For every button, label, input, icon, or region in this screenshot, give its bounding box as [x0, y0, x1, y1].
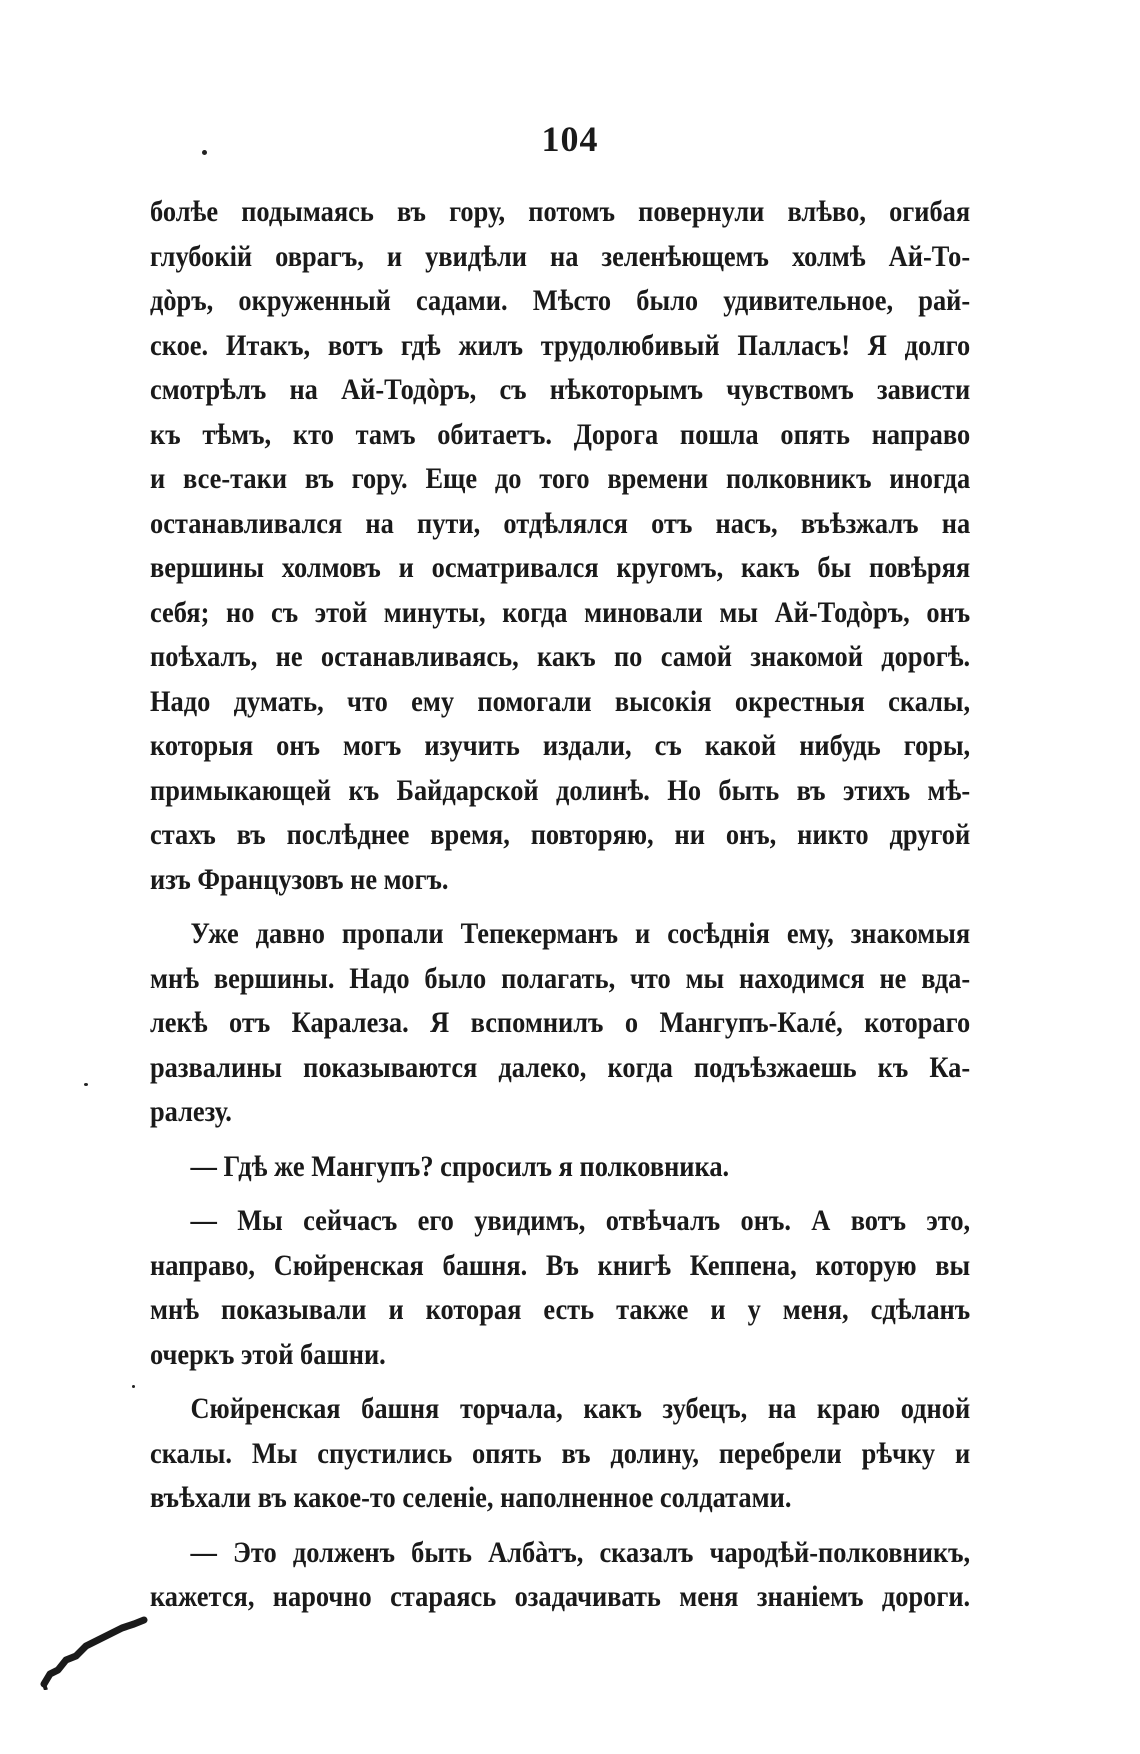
text-line: примыкающей къ Байдарской долинѣ. Но быть въ этихъ мѣ-: [150, 773, 971, 807]
ink-speck: [84, 1083, 88, 1086]
paragraph-2: [150, 912, 970, 1135]
text-line: Надо думать, что ему помогали высокія окрестныя скалы,: [150, 684, 971, 718]
text-line: направо, Сюйренская башня. Въ книгѣ Кеппена, которую вы: [150, 1248, 971, 1282]
text-line: Сюйренская башня торчала, какъ зубецъ, на краю одной: [190, 1392, 971, 1425]
text-line: ское. Итакъ, вотъ гдѣ жилъ трудолюбивый Палласъ! Я долго: [150, 328, 971, 362]
text-line: мнѣ показывали и которая есть также и у меня, сдѣланъ: [150, 1293, 971, 1326]
ink-speck: [202, 150, 207, 155]
text-line: болѣе подымаясь въ гору, потомъ повернули влѣво, огибая: [150, 195, 971, 228]
page-number: 104: [541, 119, 599, 159]
paragraph-4: [150, 1199, 970, 1377]
paragraph-6: [150, 1531, 970, 1620]
paragraph-1: [150, 190, 970, 902]
ink-stroke-icon: [40, 1600, 150, 1690]
text-line: поѣхалъ, не останавливаясь, какъ по самой знакомой дорогѣ.: [150, 640, 971, 673]
body-text: [150, 190, 970, 1620]
text-line: очеркъ этой башни.: [150, 1337, 386, 1371]
paragraph-3: [150, 1145, 970, 1190]
ink-speck: [132, 1385, 135, 1388]
text-line: стахъ въ послѣднее время, повторяю, ни онъ, никто другой: [150, 818, 971, 851]
text-line: — Мы сейчасъ его увидимъ, отвѣчалъ онъ. А вотъ это,: [190, 1204, 971, 1237]
text-line: вершины холмовъ и осматривался кругомъ, какъ бы повѣряя: [150, 551, 971, 584]
text-line: себя; но съ этой минуты, когда миновали мы Ай-Тодòръ, онъ: [150, 595, 971, 629]
text-line: дòръ, окруженный садами. Мѣсто было удивительное, рай-: [150, 284, 971, 317]
text-line: смотрѣлъ на Ай-Тодòръ, съ нѣкоторымъ чувствомъ зависти: [150, 373, 971, 406]
text-line: развалины показываются далеко, когда подъѣзжаешь къ Ка-: [150, 1050, 971, 1084]
text-line: — Гдѣ же Мангупъ? спросилъ я полковника.: [190, 1149, 730, 1183]
text-line: — Это долженъ быть Албàтъ, сказалъ чародѣй-полковникъ,: [190, 1535, 971, 1569]
text-line: и все-таки въ гору. Еще до того времени полковникъ иногда: [150, 462, 971, 495]
text-line: изъ Французовъ не могъ.: [150, 862, 449, 896]
text-line: Уже давно пропали Тепекерманъ и сосѣднія ему, знакомыя: [190, 917, 971, 950]
text-line: глубокій оврагъ, и увидѣли на зеленѣющемъ холмѣ Ай-То-: [150, 239, 971, 273]
text-line: къ тѣмъ, кто тамъ обитаетъ. Дорога пошла опять направо: [150, 417, 971, 451]
text-line: останавливался на пути, отдѣлялся отъ насъ, въѣзжалъ на: [150, 506, 971, 540]
text-line: мнѣ вершины. Надо было полагать, что мы находимся не вда-: [150, 961, 971, 995]
text-line: кажется, нарочно стараясь озадачивать меня знаніемъ дороги.: [150, 1580, 971, 1613]
text-line: ралезу.: [150, 1095, 232, 1128]
text-line: скалы. Мы спустились опять въ долину, перебрели рѣчку и: [150, 1436, 971, 1470]
paragraph-5: [150, 1387, 970, 1521]
text-line: которыя онъ могъ изучить издали, съ какой нибудь горы,: [150, 729, 971, 762]
text-line: въѣхали въ какое-то селеніе, наполненное солдатами.: [150, 1481, 792, 1514]
text-line: лекѣ отъ Каралеза. Я вспомнилъ о Мангупъ-Калé, котораго: [150, 1006, 971, 1039]
